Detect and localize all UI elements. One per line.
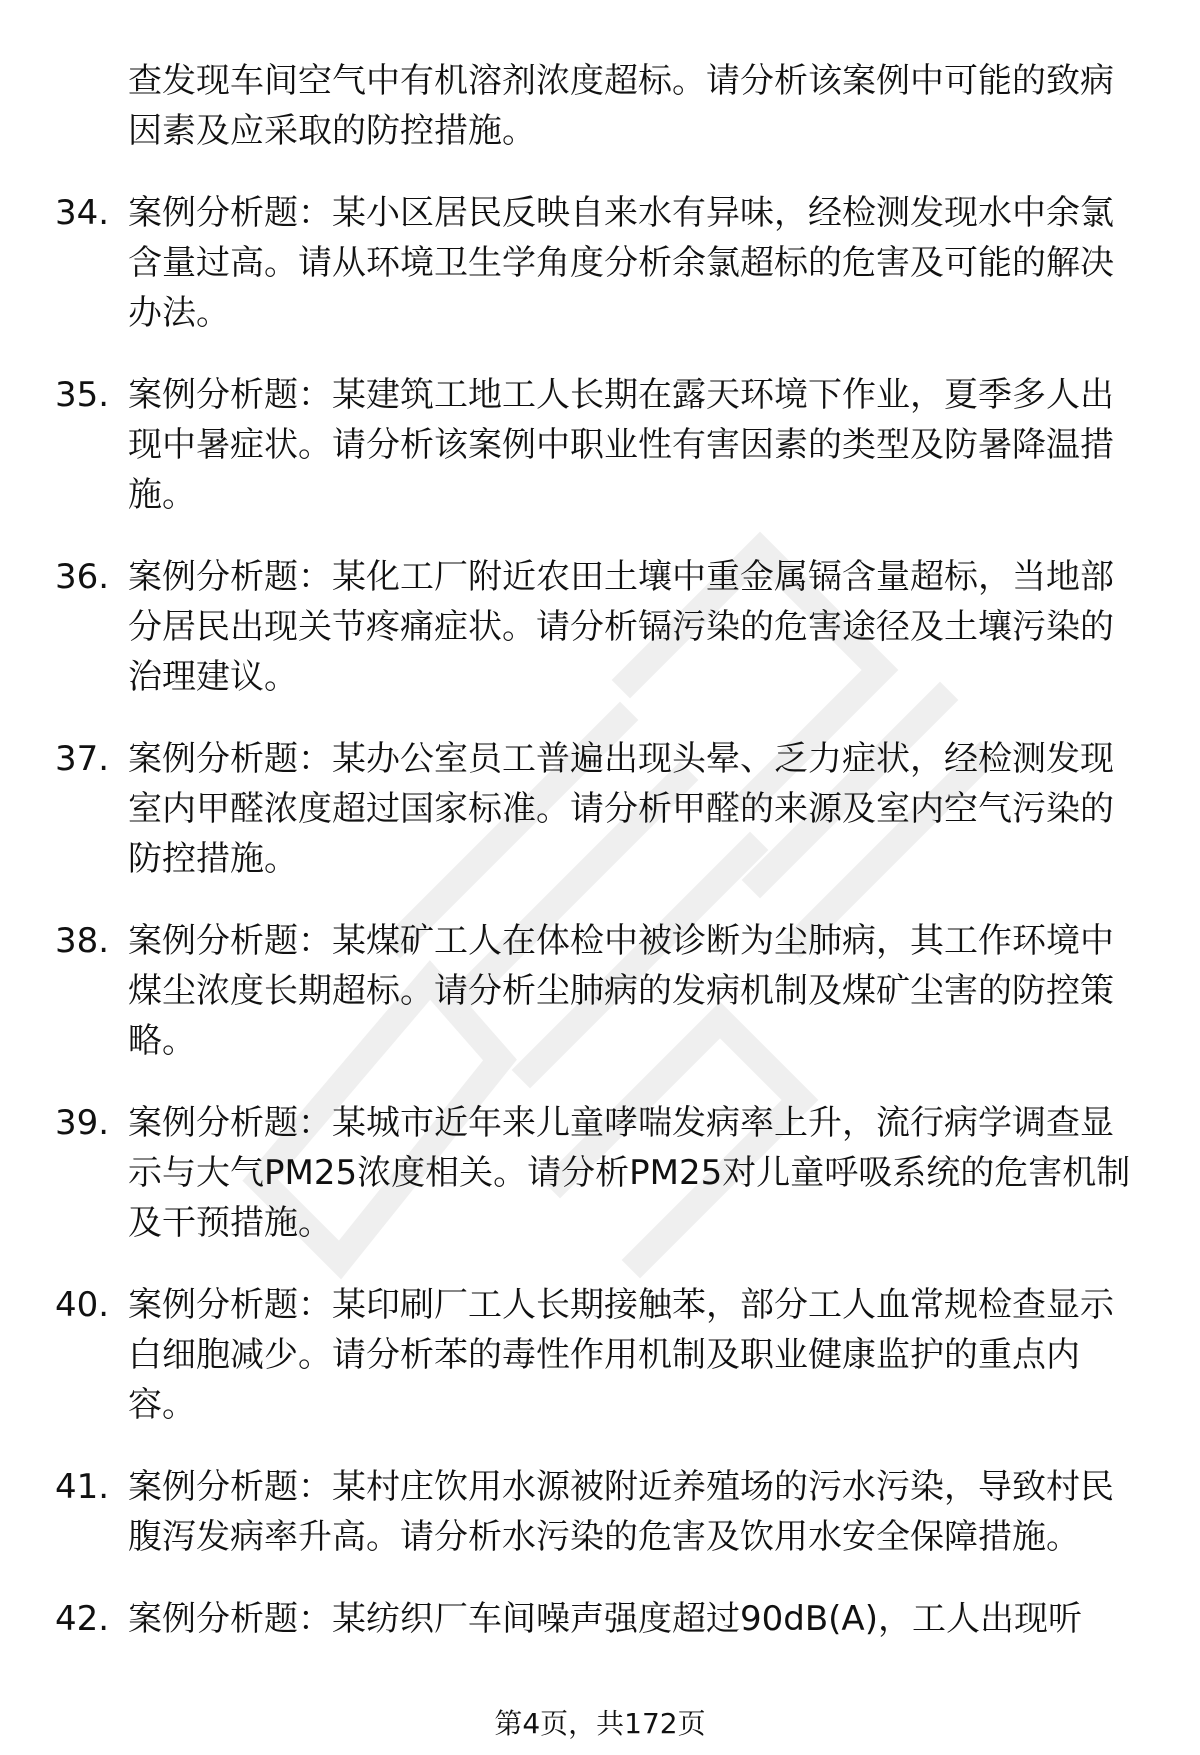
question-number: 35. <box>55 375 110 415</box>
question-number: 40. <box>55 1285 110 1325</box>
question-text: 案例分析题：某化工厂附近农田土壤中重金属镉含量超标，当地部分居民出现关节疼痛症状。请分析镉污染的危害途径及土壤污染的治理建议。 <box>128 557 1114 697</box>
question-item <box>0 1462 1200 1562</box>
question-item <box>0 916 1200 1066</box>
question-number: 39. <box>55 1103 110 1143</box>
page-footer: 第4页，共172页 <box>494 1707 706 1740</box>
question-item <box>0 552 1200 702</box>
question-number: 38. <box>55 921 110 961</box>
question-text: 案例分析题：某煤矿工人在体检中被诊断为尘肺病，其工作环境中煤尘浓度长期超标。请分析尘肺病的发病机制及煤矿尘害的防控策略。 <box>128 921 1114 1061</box>
question-list <box>0 56 1200 1676</box>
question-text: 案例分析题：某纺织厂车间噪声强度超过90dB(A)，工人出现听 <box>128 1599 1082 1639</box>
question-item <box>0 370 1200 520</box>
question-number: 34. <box>55 193 110 233</box>
question-number: 36. <box>55 557 110 597</box>
question-text: 案例分析题：某办公室员工普遍出现头晕、乏力症状，经检测发现室内甲醛浓度超过国家标准。请分析甲醛的来源及室内空气污染的防控措施。 <box>128 739 1114 879</box>
question-item <box>0 188 1200 338</box>
question-item <box>0 1594 1200 1644</box>
question-text: 案例分析题：某村庄饮用水源被附近养殖场的污水污染，导致村民腹泻发病率升高。请分析水污染的危害及饮用水安全保障措施。 <box>128 1467 1114 1557</box>
question-item <box>0 1098 1200 1248</box>
question-text: 案例分析题：某建筑工地工人长期在露天环境下作业，夏季多人出现中暑症状。请分析该案例中职业性有害因素的类型及防暑降温措施。 <box>128 375 1114 515</box>
question-text: 案例分析题：某城市近年来儿童哮喘发病率上升，流行病学调查显示与大气PM25浓度相关。请分析PM25对儿童呼吸系统的危害机制及干预措施。 <box>128 1103 1131 1243</box>
question-text: 案例分析题：某小区居民反映自来水有异味，经检测发现水中余氯含量过高。请从环境卫生学角度分析余氯超标的危害及可能的解决办法。 <box>128 193 1114 333</box>
question-text: 查发现车间空气中有机溶剂浓度超标。请分析该案例中可能的致病因素及应采取的防控措施。 <box>128 61 1114 151</box>
question-item <box>0 1280 1200 1430</box>
question-text: 案例分析题：某印刷厂工人长期接触苯，部分工人血常规检查显示白细胞减少。请分析苯的毒性作用机制及职业健康监护的重点内容。 <box>128 1285 1114 1425</box>
question-number: 41. <box>55 1467 110 1507</box>
question-number: 42. <box>55 1599 110 1639</box>
question-number: 37. <box>55 739 110 779</box>
question-item <box>0 56 1200 156</box>
question-item <box>0 734 1200 884</box>
